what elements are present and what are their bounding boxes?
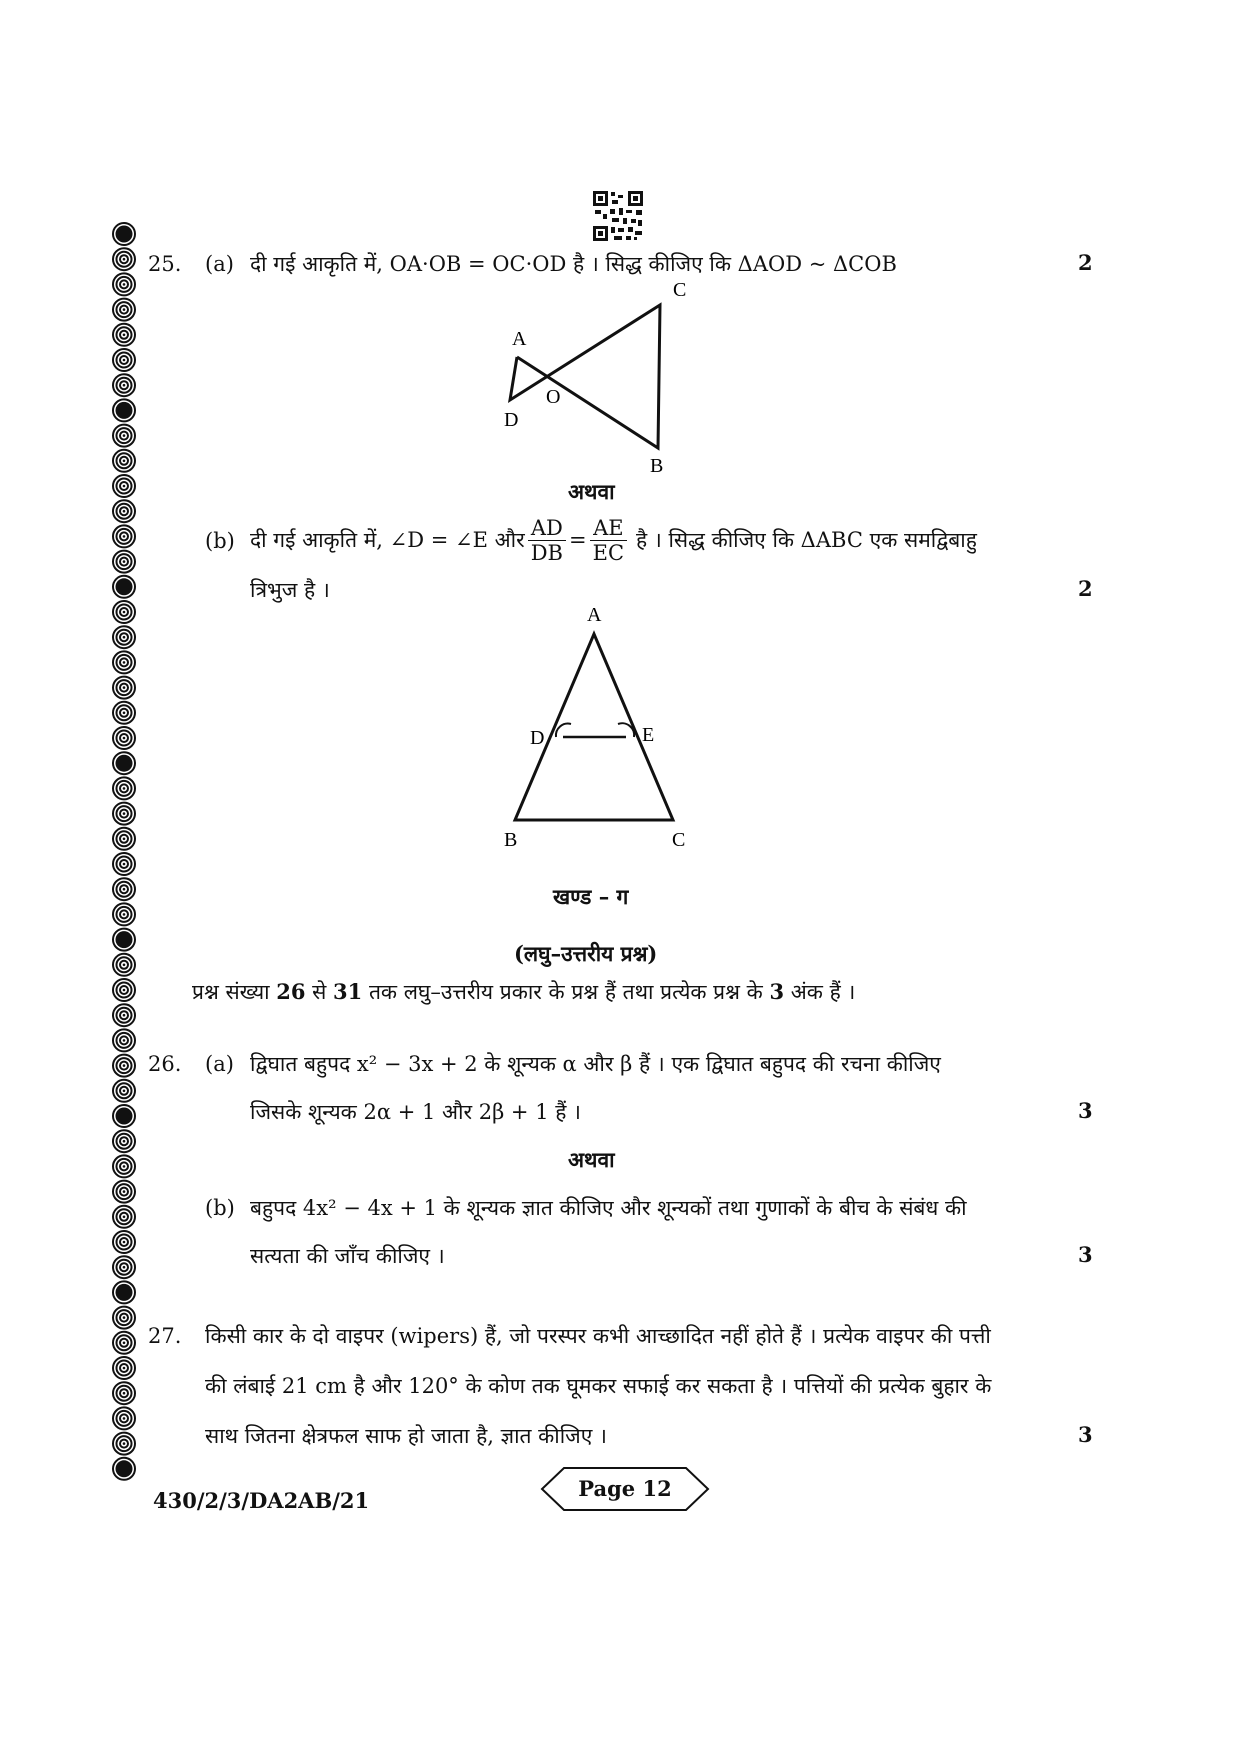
q26-or: अथवा [568,1147,615,1172]
binding-ring-icon [113,954,135,976]
binding-ring-icon [113,626,135,648]
binding-ring-icon [113,450,135,472]
instr-mid1: से [305,980,334,1004]
binding-ring-icon [113,1256,135,1278]
binding-ring-icon [113,1231,135,1253]
q25-part-b-label: (b) [205,529,235,553]
q26-part-b-line2: सत्यता की जाँच कीजिए । [250,1244,445,1268]
section-instruction [192,978,855,1006]
section-subtitle: (लघु–उत्तरीय प्रश्न) [514,941,658,966]
q25-b-marks: 2 [1078,576,1093,601]
fig2-label-b: B [504,829,518,851]
q27-number: 27. [148,1324,182,1348]
binding-ring-icon [113,828,135,850]
figure-triangles-aod-cob [490,272,710,477]
q25-part-a-text: दी गई आकृति में, OA·OB = OC·OD है । सिद्ध कीजिए कि ΔAOD ~ ΔCOB [250,252,897,276]
binding-ring-icon [113,500,135,522]
binding-dot-icon [113,1458,135,1480]
qr-code-image [592,190,644,242]
binding-dot-icon [113,399,135,421]
q27-marks: 3 [1078,1422,1093,1447]
binding-ring-icon [113,1433,135,1455]
binding-ring-icon [113,727,135,749]
q25-a-marks: 2 [1078,250,1093,275]
binding-ring-icon [113,803,135,825]
page-number: Page 12 [578,1476,672,1501]
q26-part-a-line1: द्विघात बहुपद x² − 3x + 2 के शून्यक α और β हैं । एक द्विघात बहुपद की रचना कीजिए [250,1052,941,1076]
binding-ring-icon [113,525,135,547]
binding-ring-icon [113,248,135,270]
binding-ring-icon [113,1382,135,1404]
instr-mid2: तक लघु–उत्तरीय प्रकार के प्रश्न हैं तथा प्रत्येक प्रश्न के [362,980,770,1004]
q26-a-marks: 3 [1078,1098,1093,1123]
binding-ring-icon [113,374,135,396]
binding-ring-icon [113,702,135,724]
binding-ring-icon [113,601,135,623]
binding-ring-icon [113,853,135,875]
fig1-label-c: C [673,279,687,301]
figure-triangle-abc [500,600,700,860]
binding-dot-icon [113,752,135,774]
instr-n1: 26 [276,979,306,1004]
fig2-label-a: A [587,604,602,626]
binding-dot-icon [113,929,135,951]
binding-ring-icon [113,1181,135,1203]
q26-number: 26. [148,1052,182,1076]
q25-b-text-pre: दी गई आकृति में, ∠D = ∠E और [250,528,525,552]
page-number-badge [540,1466,710,1512]
binding-ring-icon [113,878,135,900]
q27-line3: साथ जितना क्षेत्रफल साफ हो जाता है, ज्ञात कीजिए । [205,1424,607,1448]
binding-ring-icon [113,903,135,925]
binding-margin [110,222,138,1482]
binding-ring-icon [113,1155,135,1177]
q26-part-b-line1: बहुपद 4x² − 4x + 1 के शून्यक ज्ञात कीजिए और शून्यकों तथा गुणाकों के बीच के संबंध की [250,1196,967,1220]
binding-ring-icon [113,349,135,371]
fig1-label-a: A [512,328,527,350]
binding-dot-icon [113,1281,135,1303]
binding-ring-icon [113,677,135,699]
q26-part-b-label: (b) [205,1196,235,1220]
instr-pre: प्रश्न संख्या [192,980,277,1004]
q25-part-a-label: (a) [205,252,234,276]
section-title: खण्ड – ग [553,884,629,909]
q25-part-b-line1 [250,510,977,570]
frac2-denominator: EC [592,540,625,565]
fraction-ad-db [528,516,566,565]
binding-ring-icon [113,777,135,799]
equals-sign: = [569,528,587,552]
q25-or: अथवा [568,479,615,504]
binding-ring-icon [113,979,135,1001]
fig2-label-d: D [530,727,545,749]
binding-ring-icon [113,1407,135,1429]
binding-ring-icon [113,651,135,673]
instr-n2: 31 [333,979,363,1004]
fig1-label-d: D [504,409,519,431]
q25-b-text-post: है । सिद्ध कीजिए कि ΔABC एक समद्विबाहु [636,528,977,552]
fig2-label-c: C [672,829,686,851]
frac1-numerator: AD [528,516,566,541]
q27-line2: की लंबाई 21 cm है और 120° के कोण तक घूमकर सफाई कर सकता है । पत्तियों की प्रत्येक बुहार के [205,1374,992,1398]
binding-ring-icon [113,1080,135,1102]
binding-ring-icon [113,1029,135,1051]
fig2-label-e: E [642,724,655,746]
instr-n3: 3 [769,979,785,1004]
binding-ring-icon [113,1206,135,1228]
fig1-label-o: O [546,386,561,408]
binding-ring-icon [113,273,135,295]
instr-post: अंक हैं । [784,980,856,1004]
binding-ring-icon [113,1332,135,1354]
paper-code: 430/2/3/DA2AB/21 [153,1488,370,1513]
binding-dot-icon [113,576,135,598]
fraction-ae-ec [590,516,627,565]
frac1-denominator: DB [530,540,563,565]
q25-number: 25. [148,252,182,276]
q27-line1: किसी कार के दो वाइपर (wipers) हैं, जो परस्पर कभी आच्छादित नहीं होते हैं । प्रत्येक वाइपर की पत्ती [205,1324,991,1348]
q26-part-a-label: (a) [205,1052,234,1076]
q26-part-a-line2: जिसके शून्यक 2α + 1 और 2β + 1 हैं । [250,1100,582,1124]
binding-dot-icon [113,223,135,245]
binding-ring-icon [113,324,135,346]
binding-ring-icon [113,1004,135,1026]
binding-ring-icon [113,299,135,321]
binding-ring-icon [113,1307,135,1329]
binding-ring-icon [113,1055,135,1077]
binding-ring-icon [113,425,135,447]
fig1-label-b: B [650,455,664,477]
q25-part-b-line2: त्रिभुज है । [250,578,330,602]
binding-ring-icon [113,1130,135,1152]
binding-ring-icon [113,475,135,497]
binding-ring-icon [113,551,135,573]
q26-b-marks: 3 [1078,1242,1093,1267]
binding-ring-icon [113,1357,135,1379]
frac2-numerator: AE [590,516,627,541]
binding-dot-icon [113,1105,135,1127]
